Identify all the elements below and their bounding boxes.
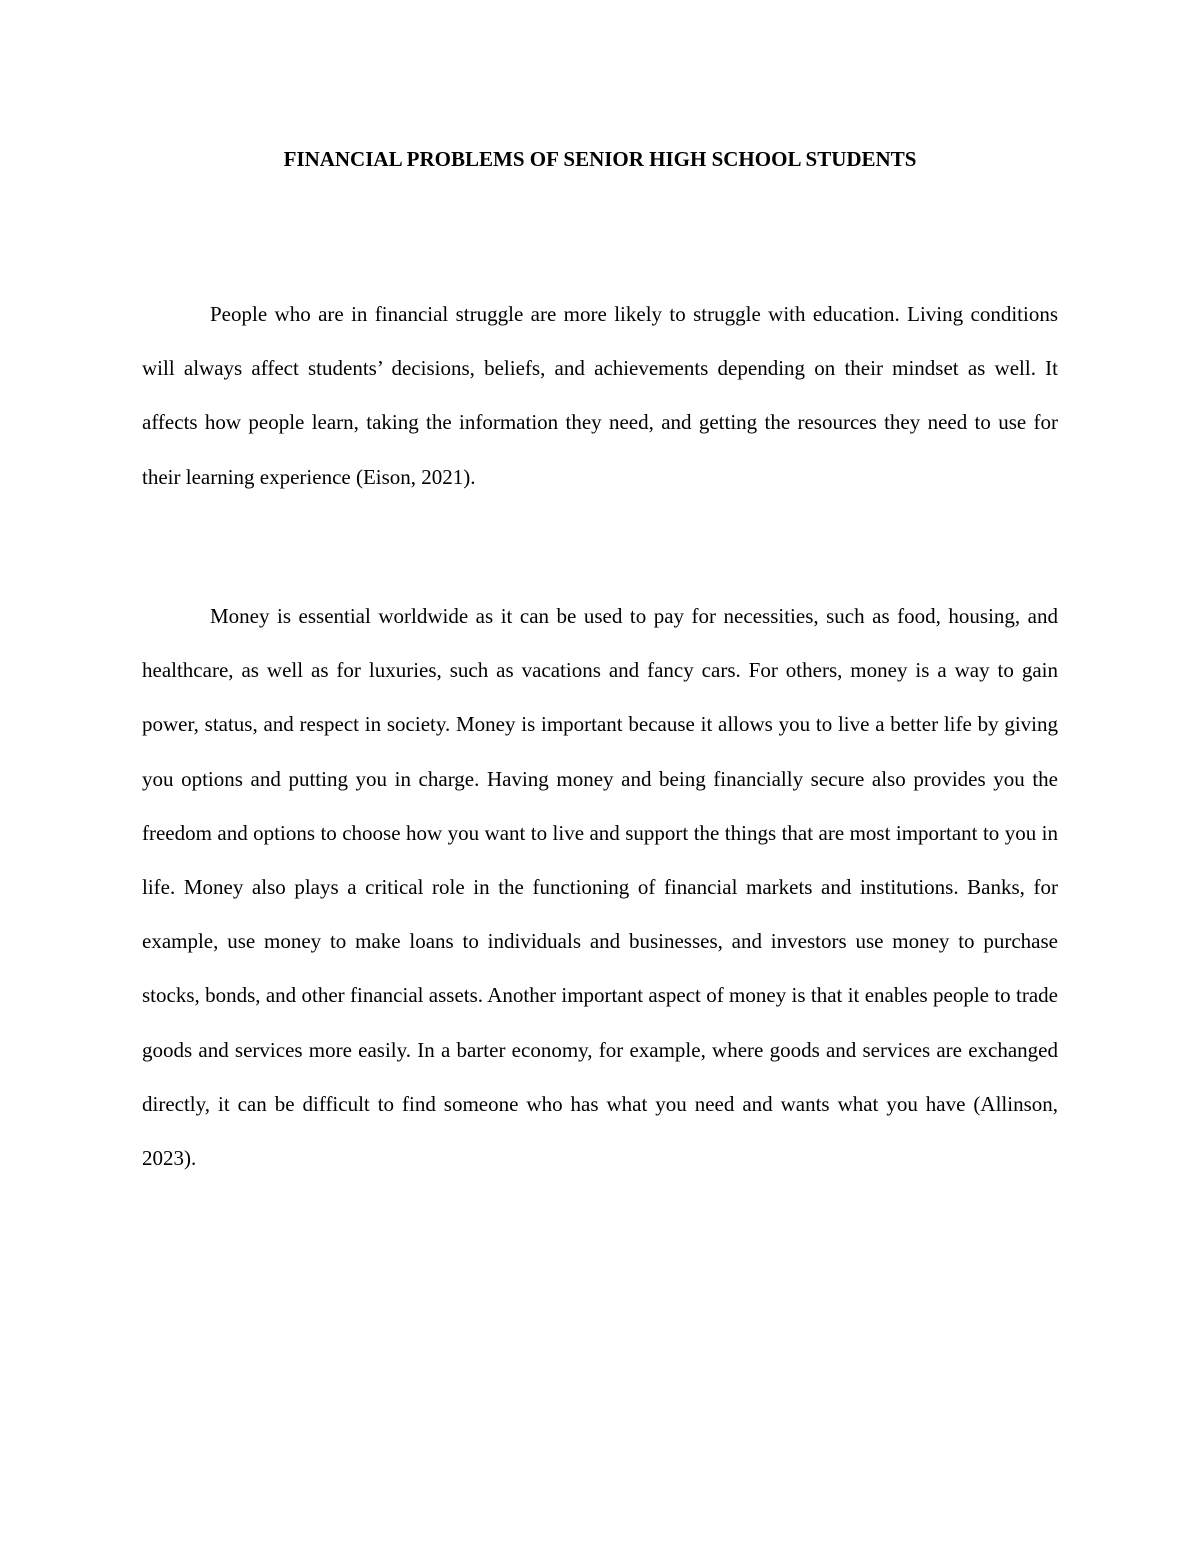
paragraph-1: People who are in financial struggle are more likely to struggle with education. Living conditions will always affect students’ decisions, beliefs, and achievements depending on their mindset as well. It affects how people learn, taking the information they need, and getting the resources they need to use for their learning experience (Eison, 2021).: [142, 302, 1058, 489]
document-title: FINANCIAL PROBLEMS OF SENIOR HIGH SCHOOL STUDENTS: [283, 147, 917, 171]
paragraph-2: Money is essential worldwide as it can be used to pay for necessities, such as food, housing, and healthcare, as well as for luxuries, such as vacations and fancy cars. For others, money is a way to gain power, status, and respect in society. Money is important because it allows you to live a better life by giving you options and putting you in charge. Having money and being financially secure also provides you the freedom and options to choose how you want to live and support the things that are most important to you in life. Money also plays a critical role in the functioning of financial markets and institutions. Banks, for example, use money to make loans to individuals and businesses, and investors use money to purchase stocks, bonds, and other financial assets. Another important aspect of money is that it enables people to trade goods and services more easily. In a barter economy, for example, where goods and services are exchanged directly, it can be difficult to find someone who has what you need and wants what you have (Allinson, 2023).: [142, 604, 1058, 1171]
